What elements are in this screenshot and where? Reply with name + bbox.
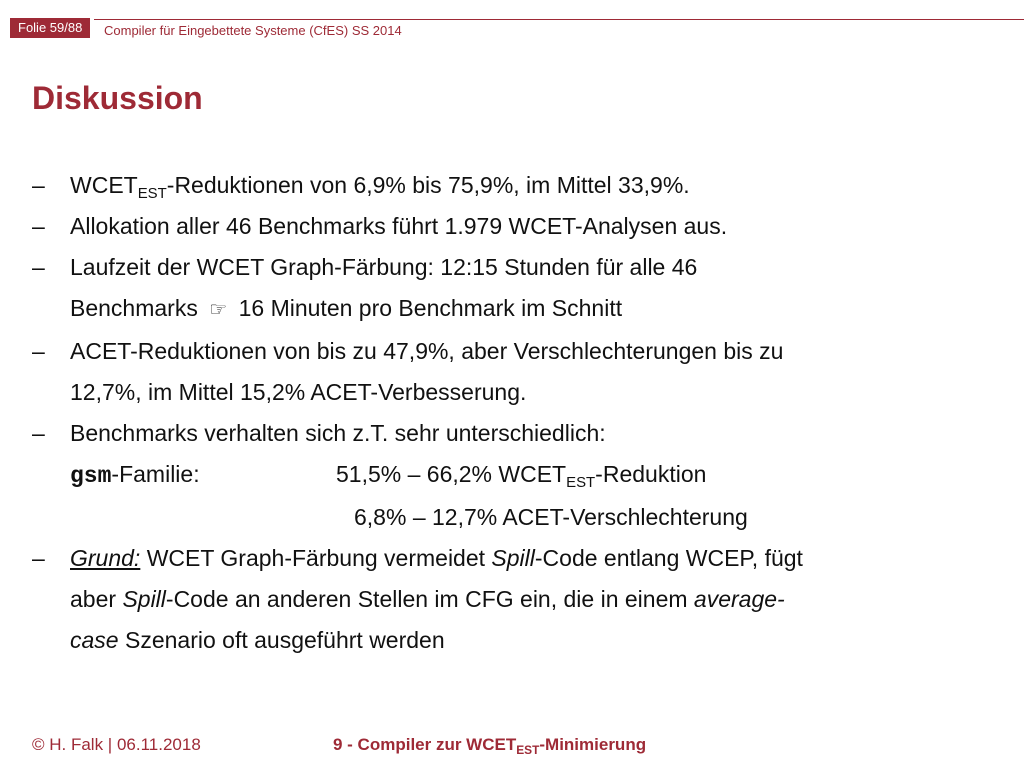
bullet-benchmarks-behaviour: [32, 413, 992, 538]
bullet-text-line2: 12,7%, im Mittel 15,2% ACET-Verbesserung.: [70, 379, 527, 405]
bullet-text-line1: ACET-Reduktionen von bis zu 47,9%, aber Verschlechterungen bis zu: [70, 338, 784, 364]
bullet-list: [32, 165, 992, 661]
gsm-family-label: [70, 454, 336, 497]
bullet-dash: –: [32, 420, 45, 446]
bullet-text-line1: [70, 538, 992, 579]
text-minutes: 16 Minuten pro Benchmark im Schnitt: [238, 295, 623, 321]
course-title: Compiler für Eingebettete Systeme (CfES) SS 2014: [104, 23, 402, 38]
text-segment: -Code an anderen Stellen im CFG ein, die in einem: [165, 586, 694, 612]
bullet-text-line2: [70, 579, 992, 620]
bullet-text: Allokation aller 46 Benchmarks führt 1.979 WCET-Analysen aus.: [70, 213, 728, 239]
pointing-hand-icon: ☞: [209, 299, 228, 321]
bullet-text-line3: [70, 620, 992, 661]
footer-author-date: © H. Falk | 06.11.2018: [32, 735, 201, 754]
text-segment: aber: [70, 586, 123, 612]
slide-header: [0, 0, 1024, 40]
bullet-reason: [32, 538, 992, 661]
footer-chapter-suffix: -Minimierung: [539, 735, 647, 754]
slide-number-badge: Folie 59/88: [10, 18, 90, 38]
text-average: average-: [693, 586, 785, 612]
bullet-text-line1: Benchmarks verhalten sich z.T. sehr unterschiedlich:: [70, 420, 606, 446]
bullet-acet-reduction: [32, 331, 992, 413]
header-rule: [94, 19, 1024, 20]
text-benchmarks: Benchmarks: [70, 295, 198, 321]
subscript-est: EST: [137, 185, 167, 203]
text-reduction: -Reduktionen von 6,9% bis 75,9%, im Mittel 33,9%.: [166, 172, 690, 198]
bullet-dash: –: [32, 338, 45, 364]
bullet-allocation: [32, 206, 992, 247]
text-family: -Familie:: [111, 461, 200, 487]
subscript-est: EST: [566, 474, 596, 492]
gsm-family-line: [70, 454, 992, 497]
text-spill: Spill: [491, 545, 535, 571]
bullet-runtime: [32, 247, 992, 331]
bullet-text-line1: Laufzeit der WCET Graph-Färbung: 12:15 Stunden für alle 46: [70, 254, 698, 280]
text-reduktion: -Reduktion: [595, 461, 707, 487]
bullet-dash: –: [32, 172, 45, 198]
text-segment: WCET Graph-Färbung vermeidet: [140, 545, 492, 571]
subscript-est: EST: [516, 743, 540, 758]
text-wcet-range: 51,5% – 66,2% WCET: [336, 461, 567, 487]
acet-range-line: [70, 497, 992, 538]
footer-chapter-title: [333, 735, 647, 758]
bullet-text: [70, 165, 992, 206]
text-segment: Szenario oft ausgeführt werden: [118, 627, 445, 653]
footer-chapter-text: 9 - Compiler zur WCET: [333, 735, 517, 754]
bullet-dash: –: [32, 254, 45, 280]
slide-title: Diskussion: [32, 80, 203, 116]
text-segment: -Code entlang WCEP, fügt: [534, 545, 803, 571]
text-case: case: [70, 627, 119, 653]
bullet-text-line2: [70, 288, 992, 331]
bullet-dash: –: [32, 545, 45, 571]
code-gsm: gsm: [70, 463, 112, 489]
text-wcet: WCET: [70, 172, 138, 198]
bullet-wcet-reduction: [32, 165, 992, 206]
text-grund: Grund:: [70, 545, 141, 571]
text-spill: Spill: [122, 586, 166, 612]
text-acet-range: 6,8% – 12,7% ACET-Verschlechterung: [354, 504, 748, 530]
bullet-dash: –: [32, 213, 45, 239]
